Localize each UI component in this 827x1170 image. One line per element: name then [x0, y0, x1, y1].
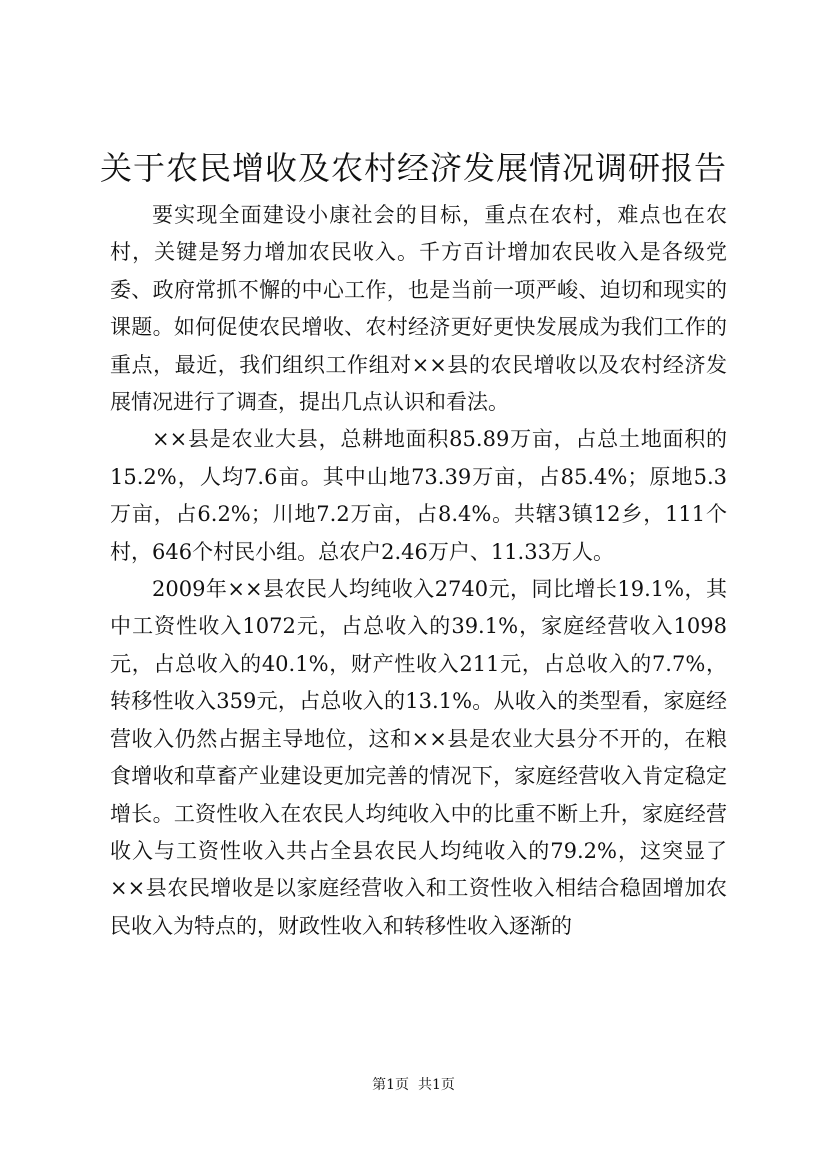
document-title: 关于农民增收及农村经济发展情况调研报告 — [99, 149, 727, 187]
page-total: 共1页 — [417, 1077, 455, 1093]
page-number: 第1页 — [372, 1077, 410, 1093]
paragraph-introduction: 要实现全面建设小康社会的目标，重点在农村，难点也在农村，关键是努力增加农民收入。千方百计增加农民收入是各级党委、政府常抓不懈的中心工作，也是当前一项严峻、迫切和现实的课题。如何促使农民增收、农村经济更好更快发展成为我们工作的重点，最近，我们组织工作组对××县的农民增收以及农村经济发展情况进行了调查，提出几点认识和看法。 — [110, 203, 727, 415]
paragraph-county-overview: ××县是农业大县，总耕地面积85.89万亩，占总土地面积的15.2%，人均7.6亩。其中山地73.39万亩，占85.4%；原地5.3万亩，占6.2%；川地7.2万亩，占8.4%。共辖3镇12乡，111个村，646个村民小组。总农户2.46万户、11.33万人。 — [110, 427, 727, 564]
paragraph-income-analysis: 2009年××县农民人均纯收入2740元，同比增长19.1%，其中工资性收入1072元，占总收入的39.1%，家庭经营收入1098元，占总收入的40.1%，财产性收入211元，占总收入的7.7%，转移性收入359元，占总收入的13.1%。从收入的类型看，家庭经营收入仍然占据主导地位，这和××县是农业大县分不开的，在粮食增收和草畜产业建设更加完善的情况下，家庭经营收入肯定稳定增长。工资性收入在农民人均纯收入中的比重不断上升，家庭经营收入与工资性收入共占全县农民人均纯收入的79.2%，这突显了××县农民增收是以家庭经营收入和工资性收入相结合稳固增加农民收入为特点的，财政性收入和转移性收入逐渐的 — [110, 577, 727, 938]
document-body — [110, 197, 727, 945]
page-footer — [0, 1075, 827, 1095]
footer-spacer — [409, 1077, 418, 1093]
